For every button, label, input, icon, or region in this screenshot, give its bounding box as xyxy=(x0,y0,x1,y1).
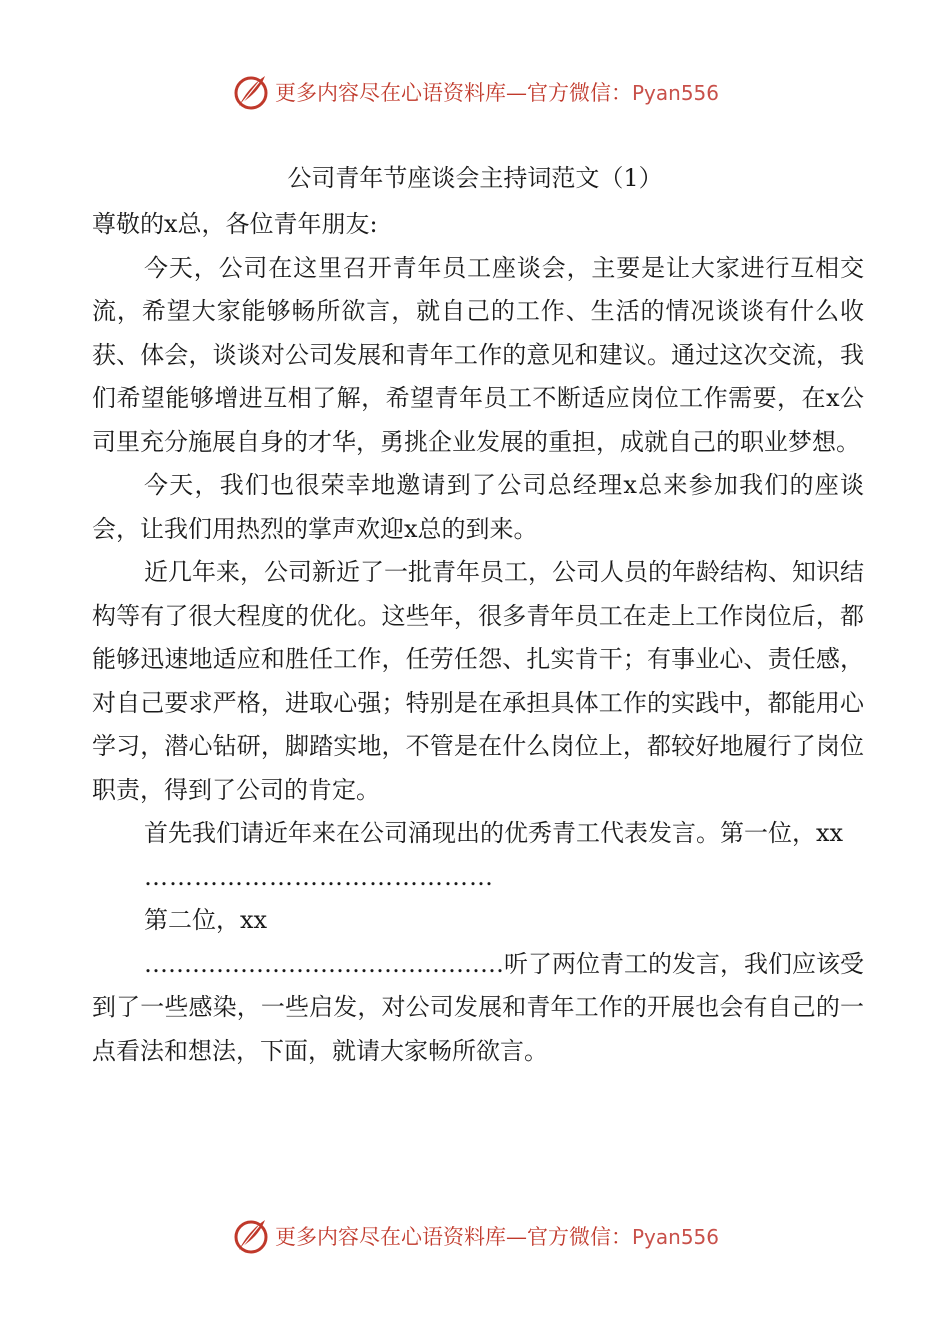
banner-main: 更多内容尽在心语资料库 xyxy=(274,81,506,105)
paragraph-opening: 今天，公司在这里召开青年员工座谈会，主要是让大家进行互相交流，希望大家能够畅所欲言，就自己的工作、生活的情况谈谈有什么收获、体会，谈谈对公司发展和青年工作的意见和建议。通过这次交流，我们希望能够增进互相了解，希望青年员工不断适应岗位工作需要，在x公司里充分施展自身的才华，勇挑企业发展的重担，成就自己的职业梦想。 xyxy=(92,253,864,456)
paragraph-closing: ………………………………………听了两位青工的发言，我们应该受到了一些感染，一些启发，对公司发展和青年工作的开展也会有自己的一点看法和想法，下面，就请大家畅所欲言。 xyxy=(92,949,864,1065)
quill-logo-icon xyxy=(231,1216,271,1256)
paragraph-second-speaker: 第二位，xx xyxy=(144,906,268,934)
ellipsis-line: …………………………………… xyxy=(144,862,494,891)
header-watermark-banner xyxy=(0,70,950,114)
document-body xyxy=(92,203,864,1073)
banner-wechat-id: Pyan556 xyxy=(631,81,719,105)
paragraph-overview: 近几年来，公司新近了一批青年员工，公司人员的年龄结构、知识结构等有了很大程度的优化。这些年，很多青年员工在走上工作岗位后，都能够迅速地适应和胜任工作，任劳任怨、扎实肯干；有事业心、责任感，对自己要求严格，进取心强；特别是在承担具体工作的实践中，都能用心学习，潜心钻研，脚踏实地，不管是在什么岗位上，都较好地履行了岗位职责，得到了公司的肯定。 xyxy=(92,558,864,804)
banner-label: 官方微信： xyxy=(526,81,632,105)
banner-label: 官方微信： xyxy=(526,1225,632,1249)
document-title: 公司青年节座谈会主持词范文（1） xyxy=(287,164,663,192)
paragraph-welcome: 今天，我们也很荣幸地邀请到了公司总经理x总来参加我们的座谈会，让我们用热烈的掌声欢迎x总的到来。 xyxy=(92,471,864,543)
banner-dash: — xyxy=(505,1225,527,1249)
banner-text xyxy=(275,1221,719,1251)
banner-main: 更多内容尽在心语资料库 xyxy=(274,1225,506,1249)
salutation: 尊敬的x总，各位青年朋友: xyxy=(92,210,378,238)
banner-wechat-id: Pyan556 xyxy=(631,1225,719,1249)
quill-logo-icon xyxy=(231,72,271,112)
banner-text xyxy=(275,77,719,107)
paragraph-first-speaker: 首先我们请近年来在公司涌现出的优秀青工代表发言。第一位，xx xyxy=(144,819,844,847)
banner-dash: — xyxy=(505,81,527,105)
footer-watermark-banner xyxy=(0,1214,950,1258)
